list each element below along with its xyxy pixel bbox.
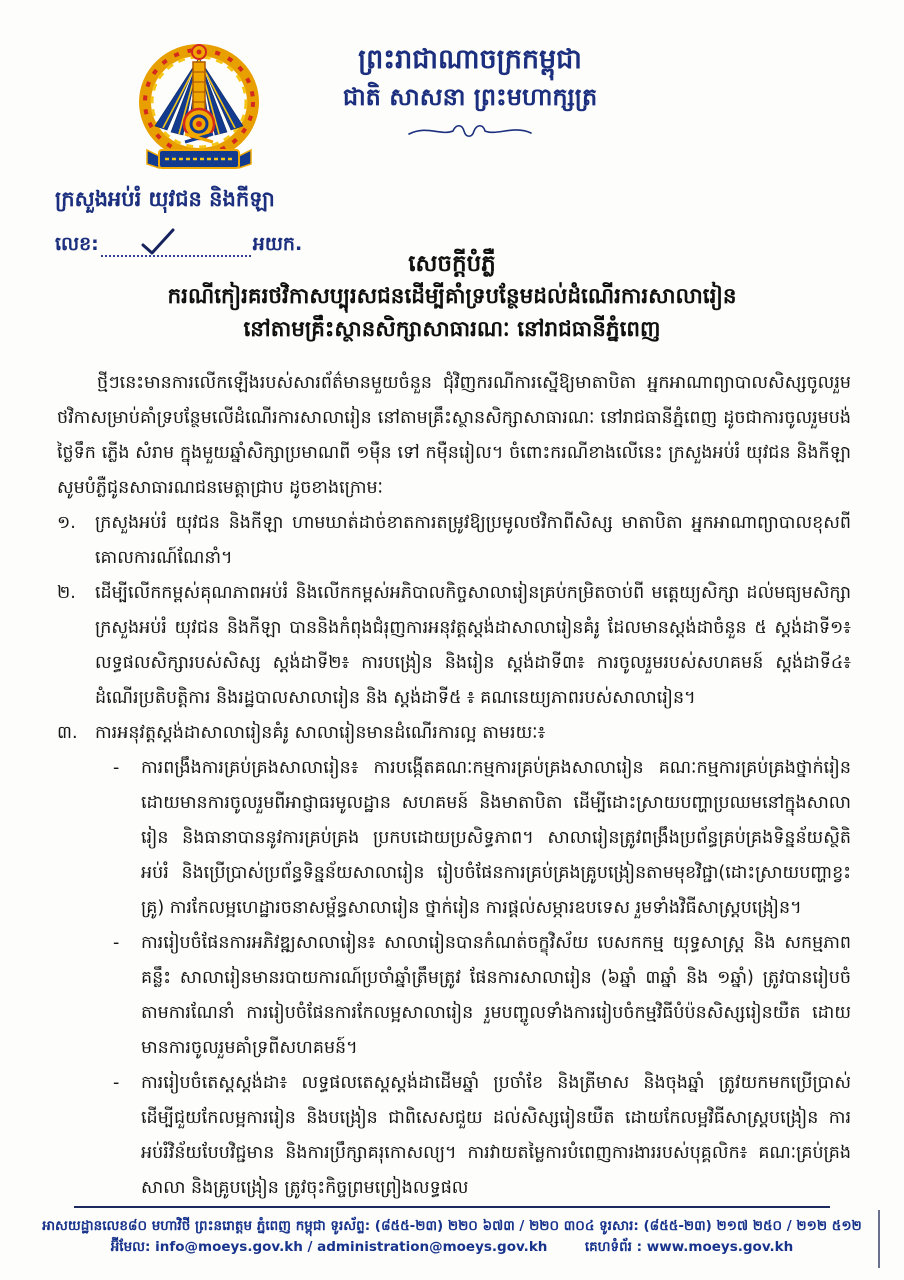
national-motto: ជាតិ សាសនា ព្រះមហាក្សត្រ [342, 83, 598, 112]
bullet-dash: - [113, 933, 120, 953]
bullet-item-2 [57, 926, 851, 1066]
email-label: អ៊ីមែល: [110, 1239, 151, 1256]
number-label: លេខ: [55, 233, 99, 255]
footer-contact-line [0, 1237, 904, 1259]
numbered-item-3 [57, 716, 851, 751]
document-title [52, 248, 852, 346]
numbered-item-1 [57, 506, 851, 576]
bullet-dash: - [113, 758, 120, 778]
scan-artifact-line [878, 1210, 880, 1268]
item-text: ក្រសួងអប់រំ យុវជន និងកីឡា ហាមឃាត់ដាច់ខាតការតម្រូវឱ្យប្រមូលថវិកាពីសិស្ស មាតាបិតា អ្នកអាណាព្យាបាលខុសពីគោលការណ៍ណែនាំ។ [95, 513, 851, 568]
moeys-ministry-emblem-icon [133, 38, 265, 178]
bullet-item-1 [57, 751, 851, 926]
website-url: www.moeys.gov.kh [646, 1239, 794, 1256]
numbered-item-2 [57, 576, 851, 716]
letterhead-footer [0, 1206, 904, 1280]
kingdom-name: ព្រះរាជាណាចក្រកម្ពុជា [358, 44, 582, 75]
item-number: ៣. [57, 723, 78, 743]
footer-divider [74, 1206, 830, 1208]
title-line-3: នៅតាមគ្រឹះស្ថានសិក្សាសាធារណៈ នៅរាជធានីភ្នំពេញ [243, 316, 661, 342]
kingdom-header [260, 40, 680, 145]
decorative-squiggle-icon [260, 121, 680, 145]
item-number: ២. [57, 583, 76, 603]
bullet-text: ការរៀបចំផែនការអភិវឌ្ឍសាលារៀន៖ សាលារៀនបានកំណត់ចក្ខុវិស័យ បេសកកម្ម យុទ្ធសាស្រ្ត និង សកម្មភាពគន្លឹះ សាលារៀនមានរបាយការណ៍ប្រចាំឆ្នាំត្រឹមត្រូវ ផែនការសាលារៀន (៦ឆ្នាំ ៣ឆ្នាំ និង ១ឆ្នាំ) ត្រូវបានរៀបចំតាមការណែនាំ ការរៀបចំផែនការកែលម្អសាលារៀន រួមបញ្ចូលទាំងការរៀបចំកម្មវិធីបំប៉នសិស្សរៀនយឺត ដោយមានការចូលរួមគាំទ្រពីសហគមន៍។ [141, 933, 851, 1058]
number-suffix: អយក. [252, 233, 303, 255]
item-text: ដើម្បីលើកកម្ពស់គុណភាពអប់រំ និងលើកកម្ពស់អភិបាលកិច្ចសាលារៀនគ្រប់កម្រិតចាប់ពី មត្តេយ្យសិក្សា ដល់មធ្យមសិក្សា ក្រសួងអប់រំ យុវជន និងកីឡា បាននិងកំពុងជំរុញការអនុវត្តស្តង់ដាសាលារៀនគំរូ ដែលមានស្តង់ដាចំនួន ៥ ស្តង់ដាទី១៖ លទ្ធផលសិក្សារបស់សិស្ស ស្តង់ដាទី២៖ ការបង្រៀន និងរៀន ស្តង់ដាទី៣៖ ការចូលរួមរបស់សហគមន៍ ស្តង់ដាទី៤៖ ដំណើរប្រតិបត្តិការ និងរដ្ឋបាលសាលារៀន និង ស្តង់ដាទី៥ ៖ គណនេយ្យភាពរបស់សាលារៀន។ [95, 583, 851, 708]
footer-address-phone: អាសយដ្ឋានលេខ៨០ មហាវិថី ព្រះនរោត្តម ភ្នំពេញ កម្ពុជា ទូរស័ព្ទ: (៨៥៥-២៣) ២២០ ៦៧៣ / ២២០ ៣០៤ ទូរសារ: (៨៥៥-២៣) ២១៧ ២៥០ / ២១២ ៥១២ [42, 1218, 862, 1234]
document-body [57, 366, 851, 1206]
intro-paragraph: ថ្មីៗនេះមានការលើកឡើងរបស់សារព័ត៌មានមួយចំនួន ជុំវិញករណីការស្នើឱ្យមាតាបិតា អ្នកអាណាព្យាបាលសិស្សចូលរួមថវិកាសម្រាប់គាំទ្របន្ថែមលើដំណើរការសាលារៀន នៅតាមគ្រឹះស្ថានសិក្សាសាធារណៈ នៅរាជធានីភ្នំពេញ ដូចជាការចូលរួមបង់ថ្លៃទឹក ភ្លើង សំរាម ក្នុងមួយឆ្នាំសិក្សាប្រមាណពី ១មុឺន ទៅ កមុឺនរៀល។ ចំពោះករណីខាងលើនេះ ក្រសួងអប់រំ យុវជន និងកីឡា សូមបំភ្លឺជូនសាធារណជនមេត្តាជ្រាប ដូចខាងក្រោមៈ [57, 373, 851, 498]
item-number: ១. [57, 513, 76, 533]
bullet-text: ការរៀបចំតេស្តស្តង់ដា៖ លទ្ធផលតេស្តស្តង់ដាដើមឆ្នាំ ប្រចាំខែ និងត្រីមាស និងចុងឆ្នាំ ត្រូវយកមកប្រើប្រាស់ ដើម្បីជួយកែលម្អការរៀន និងបង្រៀន ជាពិសេសជួយ ដល់សិស្សរៀនយឺត ដោយកែលម្អវិធីសាស្រ្តបង្រៀន ការអប់រំវិន័យបែបវិជ្ជមាន និងការប្រឹក្សាគរុកោសល្យ។ ការវាយតម្លៃការបំពេញការងាររបស់បុគ្គលិក៖ គណៈគ្រប់គ្រងសាលា និងគ្រូបង្រៀន ត្រូវចុះកិច្ចព្រមព្រៀងលទ្ធផល [141, 1073, 851, 1198]
title-line-1: សេចក្តីបំភ្លឺ [408, 251, 496, 277]
item-text: ការអនុវត្តស្តង់ដាសាលារៀនគំរូ សាលារៀនមានដំណើរការល្អ តាមរយៈ៖ [95, 723, 546, 743]
ministry-name: ក្រសួងអប់រំ យុវជន និងកីឡា [55, 187, 275, 211]
title-line-2: ករណីកៀរគរថវិកាសប្បុរសជនដើម្បីគាំទ្របន្ថែមដល់ដំណើរការសាលារៀន [167, 284, 737, 310]
email-addresses: info@moeys.gov.kh / administration@moeys.gov.kh [155, 1239, 548, 1256]
bullet-item-3 [57, 1066, 851, 1206]
bullet-text: ការពង្រឹងការគ្រប់គ្រងសាលារៀន៖ ការបង្កើតគណៈកម្មការគ្រប់គ្រងសាលារៀន គណៈកម្មការគ្រប់គ្រងថ្នាក់រៀន ដោយមានការចូលរួមពីអាជ្ញាធរមូលដ្ឋាន សហគមន៍ និងមាតាបិតា ដើម្បីដោះស្រាយបញ្ហាប្រឈមនៅក្នុងសាលារៀន និងធានាបាននូវការគ្រប់គ្រង ប្រកបដោយប្រសិទ្ធភាព។ សាលារៀនត្រូវពង្រឹងប្រព័ន្ធគ្រប់គ្រងទិន្នន័យស្ថិតិអប់រំ និងប្រើប្រាស់ប្រព័ន្ធទិន្នន័យសាលារៀន រៀបចំផែនការគ្រប់គ្រងគ្រូបង្រៀនតាមមុខវិជ្ជា(ដោះស្រាយបញ្ហាខ្វះគ្រូ) ការកែលម្អហេដ្ឋារចនាសម្ព័ន្ធសាលារៀន ថ្នាក់រៀន ការផ្តល់សម្ភារឧបទេស រួមទាំងវិធីសាស្រ្តបង្រៀន។ [141, 758, 851, 918]
website-label: គេហទំព័រ : [584, 1239, 643, 1256]
bullet-dash: - [113, 1073, 120, 1093]
